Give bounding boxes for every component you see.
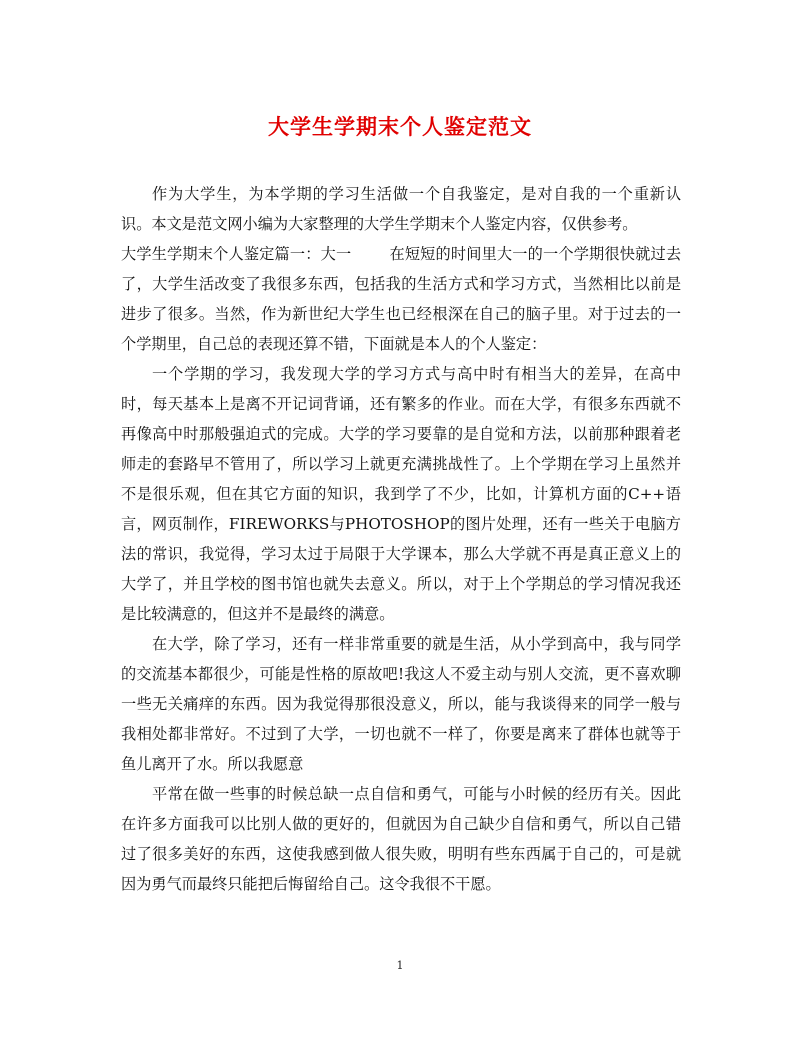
document-title: 大学生学期末个人鉴定范文 bbox=[268, 114, 532, 139]
intro-paragraph: 作为大学生，为本学期的学习生活做一个自我鉴定，是对自我的一个重新认识。本文是范文网小编为大家整理的大学生学期末个人鉴定内容，仅供参考。 bbox=[121, 185, 681, 233]
document-body bbox=[121, 179, 681, 899]
section-first-text: 在短短的时间里大一的一个学期很快就过去了，大学生活改变了我很多东西，包括我的生活方式和学习方式，当然相比以前是进步了很多。当然，作为新世纪大学生也已经根深在自己的脑子里。对于过去的一个学期里，自己总的表现还算不错，下面就是本人的个人鉴定： bbox=[121, 245, 682, 353]
body-paragraph-confidence: 平常在做一些事的时候总缺一点自信和勇气，可能与小时候的经历有关。因此在许多方面我可以比别人做的更好的，但就因为自己缺少自信和勇气，所以自己错过了很多美好的东西，这使我感到做人很失败，明明有些东西属于自己的，可是就因为勇气而最终只能把后悔留给自己。这令我很不干愿。 bbox=[121, 785, 681, 893]
body-paragraph-life: 在大学，除了学习，还有一样非常重要的就是生活，从小学到高中，我与同学的交流基本都很少，可能是性格的原故吧!我这人不爱主动与别人交流，更不喜欢聊一些无关痛痒的东西。因为我觉得那很没意义，所以，能与我谈得来的同学一般与我相处都非常好。不过到了大学，一切也就不一样了，你要是离来了群体也就等于鱼儿离开了水。所以我愿意 bbox=[121, 635, 681, 773]
section-first-paragraph bbox=[121, 239, 681, 359]
page-number: 1 bbox=[396, 959, 404, 972]
section-heading: 大学生学期末个人鉴定篇一：大一 bbox=[121, 245, 352, 263]
body-paragraph-study: 一个学期的学习，我发现大学的学习方式与高中时有相当大的差异，在高中时，每天基本上是离不开记词背诵，还有繁多的作业。而在大学，有很多东西就不再像高中时那般强迫式的完成。大学的学习要靠的是自觉和方法，以前那种跟着老师走的套路早不管用了，所以学习上就更充满挑战性了。上个学期在学习上虽然并不是很乐观，但在其它方面的知识，我到学了不少，比如，计算机方面的C++语言，网页制作，FIREWORKS与PHOTOSHOP的图片处理，还有一些关于电脑方法的常识，我觉得，学习太过于局限于大学课本，那么大学就不再是真正意义上的大学了，并且学校的图书馆也就失去意义。所以，对于上个学期总的学习情况我还是比较满意的，但这并不是最终的满意。 bbox=[121, 365, 681, 623]
